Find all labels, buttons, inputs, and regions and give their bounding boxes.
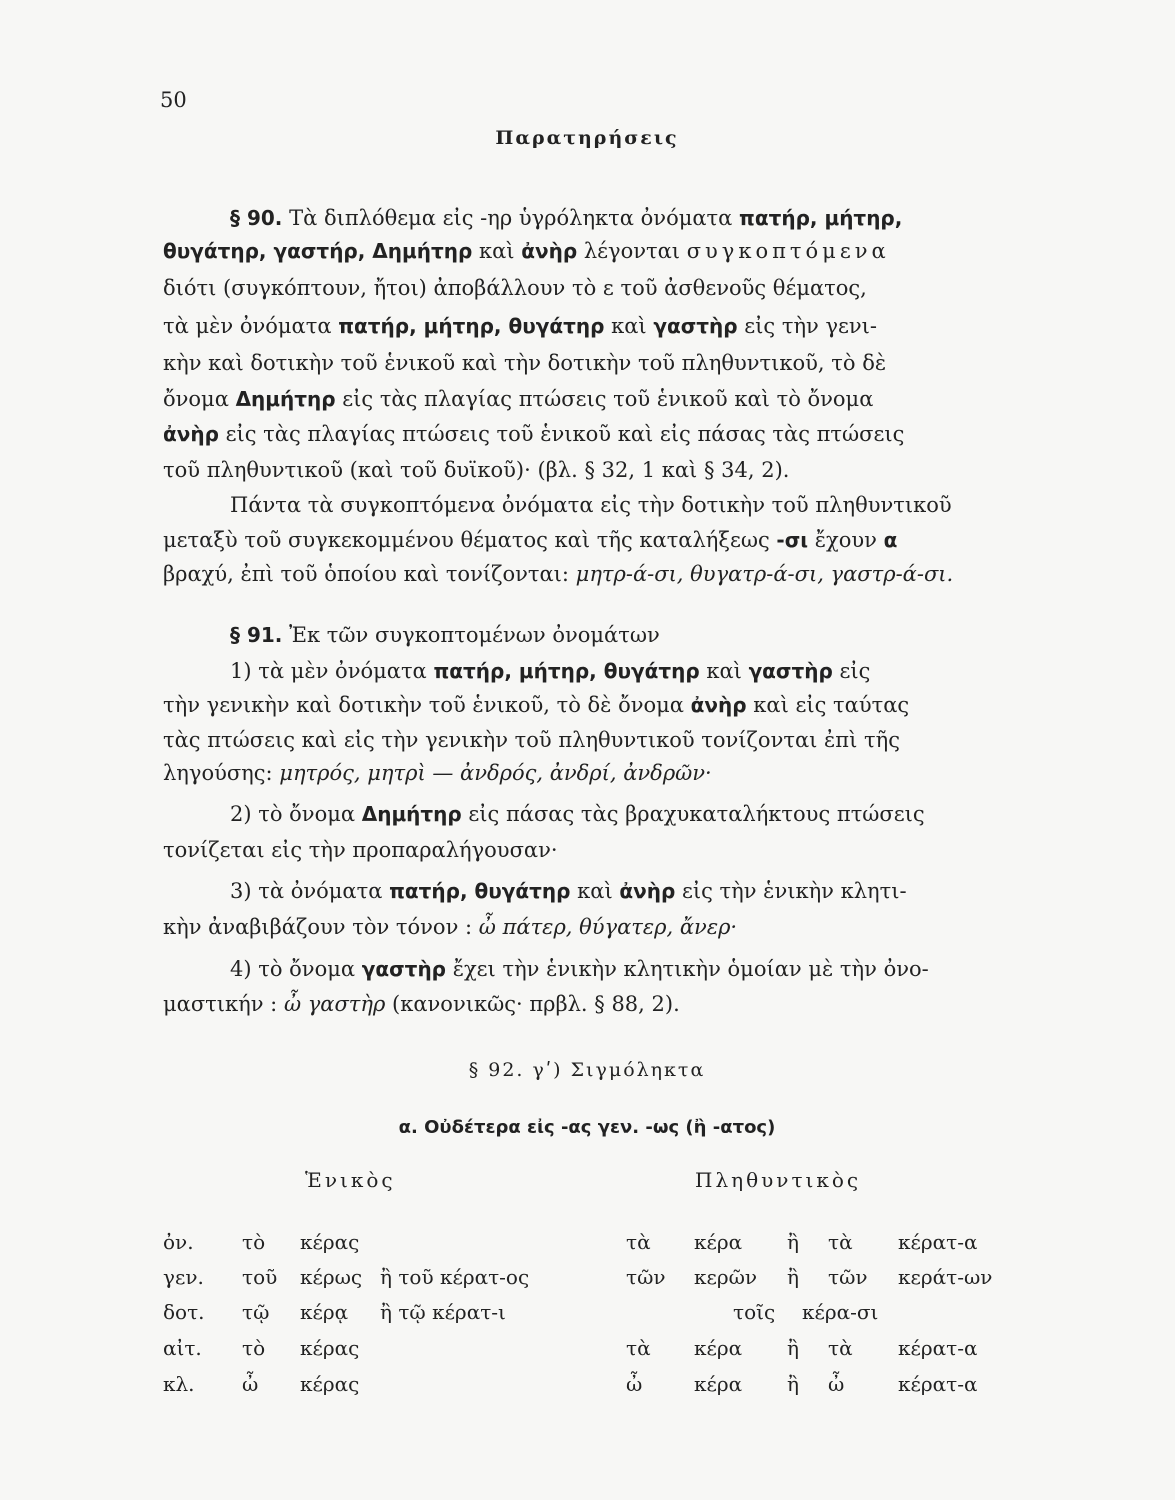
emphasis: ἀνὴρ <box>521 239 578 263</box>
text: ὄνομα <box>163 387 229 411</box>
s91-line-4: τὰς πτώσεις καὶ εἰς τὴν γενικὴν τοῦ πληθυντικοῦ τονίζονται ἐπὶ τῆς <box>163 728 900 752</box>
text: 2) τὸ ὄνομα <box>230 802 356 826</box>
emphasis: πατήρ, μήτηρ, θυγάτηρ <box>433 659 700 683</box>
text: εἰς <box>839 659 871 683</box>
text: εἰς τὴν γενι- <box>744 314 877 338</box>
text: 1) τὰ μὲν ὀνόματα <box>230 659 427 683</box>
table-cell-pl_art2: τὰ <box>828 1336 853 1360</box>
table-cell-pl_art: τοῖς <box>733 1300 776 1324</box>
emphasis: θυγάτηρ, γαστήρ, Δημήτηρ <box>163 239 473 263</box>
text: τὰ μὲν ὀνόματα <box>163 314 332 338</box>
text: καὶ <box>706 659 742 683</box>
table-cell-pl_form2: κέρατ-α <box>898 1372 978 1396</box>
example: ὦ πάτερ, θύγατερ, ἄνερ· <box>478 915 738 939</box>
table-cell-pl_form: κέρα <box>694 1230 743 1254</box>
text: τὴν γενικὴν καὶ δοτικὴν τοῦ ἑνικοῦ, τὸ δὲ ὄνομα <box>163 693 684 717</box>
section-number: § 90. <box>230 206 283 230</box>
text: ἔχουν <box>814 528 877 552</box>
s90-line-10 <box>163 525 1011 555</box>
emphasis: γαστὴρ <box>653 314 738 338</box>
emphasis: Δημήτηρ <box>235 387 336 411</box>
text: εἰς τὴν ἑνικὴν κλητι- <box>681 879 907 903</box>
table-cell-form: κέρας <box>300 1230 360 1254</box>
table-cell-pl_form: κέρα <box>694 1336 743 1360</box>
emphasis: -σι <box>776 528 809 552</box>
s90-line-2 <box>163 236 1011 266</box>
text: καὶ <box>611 314 647 338</box>
s91-line-10 <box>230 954 1011 984</box>
text: ληγούσης: <box>163 761 273 785</box>
text: Τὰ διπλόθεμα εἰς -ηρ ὑγρόληκτα ὀνόματα <box>289 206 733 230</box>
text: 3) τὰ ὀνόματα <box>230 879 383 903</box>
table-cell-pl_art: ὦ <box>626 1372 643 1396</box>
s91-line-1 <box>230 620 1011 650</box>
s91-line-7: τονίζεται εἰς τὴν προπαραλήγουσαν· <box>163 838 558 862</box>
emphasis: ἀνὴρ <box>690 693 747 717</box>
text: εἰς τὰς πλαγίας πτώσεις τοῦ ἑνικοῦ καὶ εἰς πάσας τὰς πτώσεις <box>225 422 905 446</box>
table-cell-pl_art: τῶν <box>626 1265 666 1289</box>
s90-line-8: τοῦ πληθυντικοῦ (καὶ τοῦ δυϊκοῦ)· (βλ. § 32, 1 καὶ § 34, 2). <box>163 458 790 482</box>
text: βραχύ, ἐπὶ τοῦ ὁποίου καὶ τονίζονται: <box>163 562 569 586</box>
emphasis: πατήρ, μήτηρ, <box>739 206 903 230</box>
example: ὦ γαστὴρ <box>283 992 386 1016</box>
table-cell-pl_art2: τῶν <box>828 1265 868 1289</box>
table-cell-art: τὸ <box>242 1336 266 1360</box>
text: λέγονται <box>583 239 681 263</box>
table-cell-pl_art2: ὦ <box>828 1372 845 1396</box>
text: ἔχει τὴν ἑνικὴν κλητικὴν ὁμοίαν μὲ τὴν ὀνο- <box>452 957 929 981</box>
table-cell-alt: ἢ τῷ κέρατ-ι <box>380 1300 506 1324</box>
text: εἰς πάσας τὰς βραχυκαταλήκτους πτώσεις <box>468 802 925 826</box>
table-cell-or: ἢ <box>787 1230 799 1254</box>
s90-line-11 <box>163 559 1011 589</box>
s90-line-9: Πάντα τὰ συγκοπτόμενα ὀνόματα εἰς τὴν δοτικὴν τοῦ πληθυντικοῦ <box>230 493 952 517</box>
s91-line-11 <box>163 989 1011 1019</box>
s90-line-6 <box>163 384 1011 414</box>
table-cell-or: ἢ <box>787 1265 799 1289</box>
s90-line-1 <box>230 203 1011 233</box>
s91-line-9 <box>163 912 1011 942</box>
table-cell-form: κέρᾳ <box>300 1300 349 1324</box>
s91-line-3 <box>163 690 1011 720</box>
text: καὶ <box>478 239 515 263</box>
s90-line-3: διότι (συγκόπτουν, ἤτοι) ἀποβάλλουν τὸ ε τοῦ ἀσθενοῦς θέματος, <box>163 276 867 300</box>
table-cell-case: γεν. <box>163 1265 204 1289</box>
table-cell-form: κέρας <box>300 1336 360 1360</box>
emphasis: ἀνὴρ <box>163 422 219 446</box>
table-cell-case: ὀν. <box>163 1230 194 1254</box>
table-cell-form: κέρας <box>300 1372 360 1396</box>
table-cell-pl_art: τὰ <box>626 1336 651 1360</box>
text: 4) τὸ ὄνομα <box>230 957 356 981</box>
text: κὴν ἀναβιβάζουν τὸν τόνον : <box>163 915 473 939</box>
emphasis: γαστὴρ <box>361 957 446 981</box>
table-cell-art: τοῦ <box>242 1265 278 1289</box>
text: καὶ <box>577 879 613 903</box>
text: καὶ εἰς ταύτας <box>753 693 910 717</box>
table-cell-pl_art: τὰ <box>626 1230 651 1254</box>
s92-subtitle: α. Οὐδέτερα εἰς -ας γεν. -ως (ἢ -ατος) <box>398 1117 776 1138</box>
s90-line-4 <box>163 311 1011 341</box>
section-number: § 91. <box>230 623 283 647</box>
s91-line-2 <box>230 656 1011 686</box>
emphasis: πατήρ, θυγάτηρ <box>389 879 571 903</box>
table-cell-art: τῷ <box>242 1300 270 1324</box>
table-cell-case: αἰτ. <box>163 1336 202 1360</box>
table-cell-pl_form2: κεράτ-ων <box>898 1265 993 1289</box>
emphasis: α <box>883 528 898 552</box>
section-heading: Παρατηρήσεις <box>495 127 679 149</box>
text: μαστικήν : <box>163 992 278 1016</box>
s91-line-8 <box>230 876 1011 906</box>
singular-header: Ἑνικὸς <box>305 1168 396 1192</box>
example: μητρ-ά-σι, θυγατρ-ά-σι, γαστρ-ά-σι. <box>575 562 954 586</box>
emphasis: πατήρ, μήτηρ, θυγάτηρ <box>338 314 605 338</box>
text: Ἐκ τῶν συγκοπτομένων ὀνομάτων <box>289 623 660 647</box>
s90-line-7 <box>163 419 1011 449</box>
table-cell-pl_art2: τὰ <box>828 1230 853 1254</box>
emphasis: Δημήτηρ <box>361 802 462 826</box>
table-cell-pl_form2: κέρατ-α <box>898 1230 978 1254</box>
spaced-term: συγκοπτόμενα <box>686 239 890 263</box>
plural-header: Πληθυντικὸς <box>695 1168 862 1192</box>
s90-line-5: κὴν καὶ δοτικὴν τοῦ ἑνικοῦ καὶ τὴν δοτικὴν τοῦ πληθυντικοῦ, τὸ δὲ <box>163 351 887 375</box>
text: μεταξὺ τοῦ συγκεκομμένου θέματος καὶ τῆς καταλήξεως <box>163 528 770 552</box>
table-cell-art: ὦ <box>242 1372 259 1396</box>
s92-title: § 92. γʹ) Σιγμόληκτα <box>468 1059 706 1081</box>
s91-line-5 <box>163 758 1011 788</box>
text: (κανονικῶς· πρβλ. § 88, 2). <box>392 992 680 1016</box>
table-cell-form: κέρως <box>300 1265 363 1289</box>
table-cell-pl_form2: κέρατ-α <box>898 1336 978 1360</box>
table-cell-pl_form: κέρα <box>694 1372 743 1396</box>
table-cell-pl_form: κερῶν <box>694 1265 758 1289</box>
table-cell-case: δοτ. <box>163 1300 205 1324</box>
s91-line-6 <box>230 799 1011 829</box>
table-cell-or: ἢ <box>787 1336 799 1360</box>
example: μητρός, μητρὶ — ἀνδρός, ἀνδρί, ἀνδρῶν· <box>279 761 712 785</box>
table-cell-or: ἢ <box>787 1372 799 1396</box>
table-cell-case: κλ. <box>163 1372 195 1396</box>
table-cell-alt: ἢ τοῦ κέρατ-ος <box>380 1265 530 1289</box>
emphasis: γαστὴρ <box>748 659 833 683</box>
emphasis: ἀνὴρ <box>619 879 676 903</box>
page-number: 50 <box>160 88 187 112</box>
table-cell-art: τὸ <box>242 1230 266 1254</box>
table-cell-pl_form: κέρα-σι <box>802 1300 879 1324</box>
text: εἰς τὰς πλαγίας πτώσεις τοῦ ἑνικοῦ καὶ τὸ ὄνομα <box>342 387 874 411</box>
